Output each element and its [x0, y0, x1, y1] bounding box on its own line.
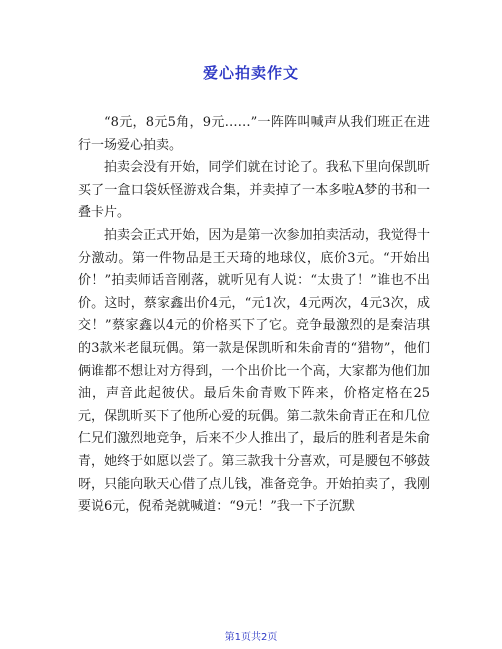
document-title: 爱心拍卖作文	[202, 64, 299, 82]
paragraph-2: 拍卖会没有开始，同学们就在讨论了。我私下里向保凯昕买了一盒口袋妖怪游戏合集，并卖掉了一本多啦A梦的书和一叠卡片。	[78, 160, 430, 221]
document-body	[78, 112, 430, 519]
page-number: 第1页共2页	[224, 632, 278, 643]
paragraph-3: 拍卖会正式开始，因为是第一次参加拍卖活动，我觉得十分激动。第一件物品是王天琦的地球仪，底价3元。“开始出价！”拍卖师话音刚落，就听见有人说：“太贵了！”谁也不出价。这时，蔡家鑫出价4元，“元1次，4元两次，4元3次，成交！”蔡家鑫以4元的价格买下了它。竞争最激烈的是秦洁琪的3款米老鼠玩偶。第一款是保凯昕和朱俞青的“猎物”，他们俩谁都不想让对方得到，一个出价比一个高，大家都为他们加油，声音此起彼伏。最后朱俞青败下阵来，价格定格在25元，保凯昕买下了他所心爱的玩偶。第二款朱俞青正在和几位仁兄们激烈地竞争，后来不少人推出了，最后的胜利者是朱俞青，她终于如愿以尝了。第三款我十分喜欢，可是腰包不够鼓呀，只能向耿天心借了点儿钱，准备竞争。开始拍卖了，我刚要说6元，倪希尧就喊道：“9元！”我一下子沉默	[78, 227, 430, 515]
paragraph-1: “8元，8元5角，9元……”一阵阵叫喊声从我们班正在进行一场爱心拍卖。	[78, 115, 430, 153]
